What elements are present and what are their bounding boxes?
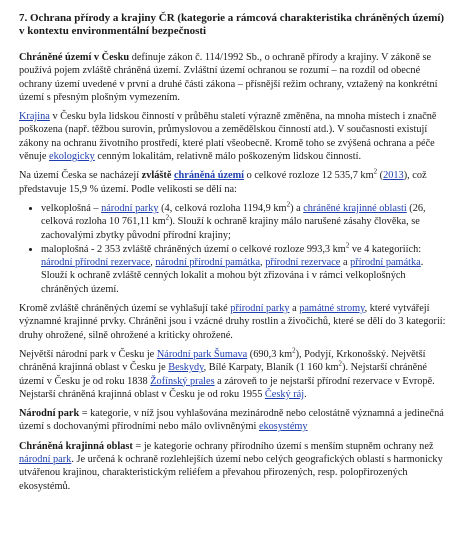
- list-text: ). Slouží k ochraně krajiny málo narušené zásahy člověka, se zachovalými zbytky původní přírodní krajiny;: [41, 216, 420, 241]
- paragraph-protected-landscape: [19, 440, 451, 493]
- section-heading: [19, 12, 451, 38]
- term-protected-area: Chráněné území v Česku: [19, 52, 130, 63]
- paragraph-landscape: [19, 110, 451, 163]
- link-prirodni-rezervace[interactable]: přírodní rezervace: [265, 257, 341, 269]
- paragraph-text: ). Nejstarší chráněné území v Česku je od roku 1838: [19, 362, 427, 387]
- superscript: 2: [373, 167, 378, 176]
- list-text: (4, celková rozloha 1194,9 km: [158, 202, 287, 214]
- link-chranene-krajinne-oblasti[interactable]: chráněné krajinné oblasti: [303, 202, 407, 214]
- paragraph-text: = kategorie, v níž jsou vyhlašována mezinárodně nebo celostátně významná a jedinečná území s dochovanými přírodními nebo málo ovlivněnými: [19, 408, 444, 433]
- bold-text: zvláště: [141, 170, 174, 182]
- link-narodni-park[interactable]: národní park: [19, 454, 72, 466]
- link-2013[interactable]: 2013: [383, 170, 404, 182]
- link-chranena-uzemi[interactable]: chráněná území: [173, 170, 245, 182]
- term-protected-landscape: Chráněná krajinná oblast: [19, 440, 133, 452]
- term-national-park: Národní park: [19, 408, 80, 420]
- list-text: ) a: [290, 202, 304, 214]
- list-text: ,: [260, 257, 266, 269]
- paragraph-text: ), Podyjí, Krkonošský. Největší chráněná krajinná oblast v Česku je: [19, 348, 426, 374]
- paragraph-text: . Je určená k ochraně rozlehlejších území nebo celých geografických oblastí s harmonicky utvářenou krajinou, charakteristickým reliéfem a převahou přirozených, resp. polopřirozených ekosystémů.: [19, 454, 443, 492]
- list-text: (26, celková rozloha 10 761,11 km: [41, 202, 426, 228]
- list-text: . Slouží k ochraně zvláště cenných lokalit a mohou být zřizována i v rámci velkoplošných chráněných území.: [41, 257, 424, 295]
- paragraph-text: cenným lokalitám, relativně málo poškozeným lidskou činností.: [94, 151, 362, 163]
- heading-line-2: v kontextu environmentální bezpečnosti: [19, 25, 207, 37]
- link-krajina[interactable]: Krajina: [19, 111, 50, 123]
- superscript: 2: [292, 346, 296, 355]
- paragraph-area: [19, 169, 451, 196]
- paragraph-text: .: [304, 388, 307, 400]
- category-list: [19, 202, 451, 296]
- link-narodni-parky[interactable]: národní parky: [101, 202, 159, 214]
- link-narodni-prirodni-rezervace[interactable]: národní přírodní rezervace: [41, 257, 151, 269]
- superscript: 2: [286, 200, 291, 209]
- link-ekosystemy[interactable]: ekosystémy: [258, 421, 308, 433]
- list-text: ,: [150, 257, 156, 269]
- paragraph-text: definuje zákon č. 114/1992 Sb., o ochraně přírody a krajiny. V zákoně se používá pojem zvláště chráněná území. Zvláštní území ochranou se rozumí – na rozdíl od obecné ochrany území uvedené v první a druhé části zákona – přísnější režim ochrany, vztažený na konkrétní území s přesným plošným vymezením.: [19, 52, 438, 103]
- list-text: ve 4 kategoriích:: [349, 243, 422, 255]
- paragraph-text: v Česku byla lidskou činností v průběhu staletí výrazně změněna, na mnoha místech i značně poškozena (např. těžbou surovin, průmyslovou a zemědělskou činností atd.). V současnosti existují zákony na ochranu životního prostředí, které platí všeobecně. Kromě toho se zvýšená ochrana a péče věnuje: [19, 111, 437, 163]
- link-ekologicky[interactable]: ekologicky: [49, 151, 95, 163]
- superscript: 2: [345, 241, 350, 250]
- list-item-small-scale: [41, 243, 451, 296]
- list-text: velkoplošná –: [41, 202, 102, 214]
- paragraph-text: , které vytvářejí významné krajinné prvky. Chráněni jsou i vzácné druhy rostlin a živočichů, které se dělí do 3 kategorií: druhy ohrožené, silně ohrožené a kriticky ohrožené.: [19, 303, 446, 341]
- link-prirodni-pamatka[interactable]: přírodní památka: [350, 257, 421, 269]
- paragraph-text: (: [377, 170, 384, 182]
- paragraph-text: Největší národní park v Česku je: [19, 348, 157, 360]
- paragraph-text: a zároveň to je nejstarší přírodní rezervace v Evropě. Nejstarší chráněná krajinná oblast v Česku je od roku 1955: [19, 375, 435, 400]
- link-pamatne-stromy[interactable]: památné stromy: [299, 303, 365, 315]
- paragraph-text: (690,3 km: [247, 348, 293, 360]
- list-text: a: [340, 257, 351, 269]
- paragraph-text: o celkové rozloze 12 535,7 km: [244, 170, 374, 182]
- link-np-sumava[interactable]: Národní park Šumava: [156, 348, 248, 360]
- paragraph-largest: [19, 348, 451, 401]
- paragraph-text: Kromě zvláště chráněných území se vyhlašují také: [19, 303, 231, 315]
- superscript: 2: [165, 213, 170, 222]
- paragraph-definition: [19, 51, 451, 104]
- link-narodni-prirodni-pamatka[interactable]: národní přírodní památka: [155, 257, 261, 269]
- paragraph-national-park: [19, 407, 451, 434]
- heading-line-1: 7. Ochrana přírody a krajiny ČR (kategorie a rámcová charakteristika chráněných území): [19, 12, 445, 24]
- paragraph-text: = je kategorie ochrany přírodního území s menším stupněm ochrany než: [132, 440, 434, 452]
- link-prirodni-parky[interactable]: přírodní parky: [230, 303, 290, 315]
- superscript: 2: [338, 359, 343, 368]
- paragraph-text: a: [289, 303, 300, 315]
- paragraph-parks-trees: [19, 302, 451, 342]
- link-cesky-raj[interactable]: Český ráj: [264, 388, 305, 400]
- link-beskydy[interactable]: Beskydy: [168, 362, 204, 374]
- list-text: maloplošná - 2 353 zvláště chráněných území o celkové rozloze 993,3 km: [41, 243, 346, 255]
- paragraph-text: , Bílé Karpaty, Blaník (1 160 km: [203, 362, 339, 374]
- paragraph-text: ), což představuje 15,9 % území. Podle velikosti se dělí na:: [19, 170, 427, 195]
- paragraph-text: Na území Česka se nacházejí: [19, 170, 142, 182]
- list-item-large-scale: [41, 202, 451, 242]
- link-zofinsky-prales[interactable]: Žofínský prales: [150, 375, 215, 387]
